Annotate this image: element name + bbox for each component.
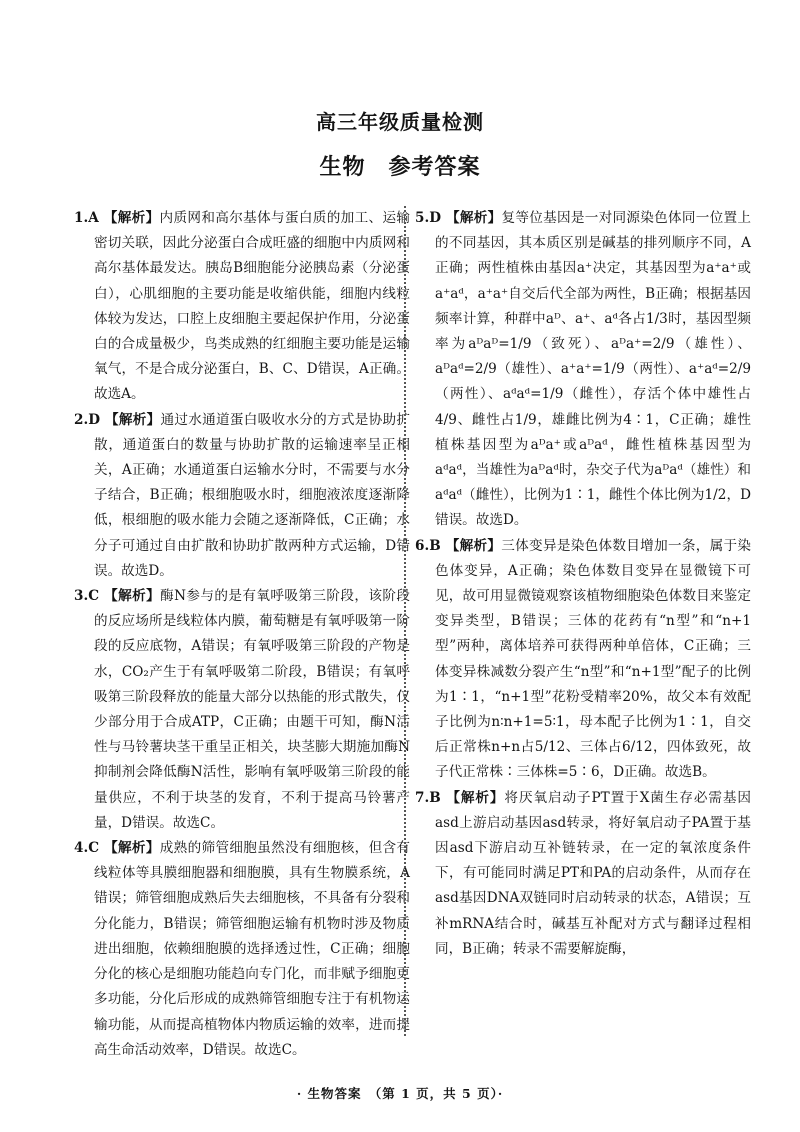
- answer-head: 6.B 【解析】: [415, 537, 502, 554]
- answer-text: 成熟的筛管细胞虽然没有细胞核，但含有线粒体等具膜细胞器和细胞膜，具有生物膜系统，A错误；筛管细胞成熟后失去细胞核，不具备有分裂和分化能力，B错误；筛管细胞运输有机物时涉及物质进出细胞，依赖细胞膜的选择透过性，C正确；细胞分化的核心是细胞功能趋向专门化，而非赋予细胞更多功能，分化后形成的成熟筛管细胞专注于有机物运输功能，从而提高植物体内物质运输的效率，进而提高生命活动效率，D错误。故选C。: [94, 840, 411, 1058]
- answer-head: 5.D 【解析】: [415, 210, 502, 226]
- answer-text: 三体变异是染色体数目增加一条，属于染色体变异，A正确；染色体数目变异在显微镜下可见，故可用显微镜观察该植物细胞染色体数目来鉴定变异类型，B错误；三体的花药有“n型”和“n+1型”两种，离体培养可获得两种单倍体，C正确；三体变异株减数分裂产生“n型”和“n+1型”配子的比例为1∶1，“n+1型”花粉受精率20%，故父本有效配子比例为n∶n+1=5∶1，母本配子比例为1∶1，自交后正常株n+n占5/12、三体占6/12，四体致死，故子代正常株∶三体株=5∶6，D正确。故选B。: [435, 537, 752, 781]
- answer-text: 复等位基因是一对同源染色体同一位置上的不同基因，其本质区别是碱基的排列顺序不同，A正确；两性植株由基因a⁺决定，其基因型为a⁺a⁺或a⁺aᵈ，a⁺a⁺自交后代全部为两性，B正确；根据基因频率计算，种群中aᴰ、a⁺、aᵈ各占1/3时，基因型频率为aᴰaᴰ=1/9（致死）、aᴰa⁺=2/9（雄性）、aᴰaᵈ=2/9（雄性）、a⁺a⁺=1/9（两性）、a⁺aᵈ=2/9（两性）、aᵈaᵈ=1/9（雌性），存活个体中雄性占4/9、雌性占1/9，雄雌比例为4∶1，C正确；雄性植株基因型为aᴰa⁺或aᴰaᵈ，雌性植株基因型为aᵈaᵈ，当雄性为aᴰaᵈ时，杂交子代为aᴰaᵈ（雄性）和aᵈaᵈ（雌性），比例为1∶1，雌性个体比例为1/2，D错误。故选D。: [435, 210, 752, 529]
- answer-item: [74, 408, 410, 584]
- right-column: [415, 206, 751, 962]
- page-subtitle: 生物 参考答案: [319, 154, 481, 180]
- answer-item: [74, 836, 410, 1063]
- answer-head: 7.B 【解析】: [415, 789, 505, 806]
- answer-text: 内质网和高尔基体与蛋白质的加工、运输密切关联，因此分泌蛋白合成旺盛的细胞中内质网和高尔基体最发达。胰岛B细胞能分泌胰岛素（分泌蛋白），心肌细胞的主要功能是收缩供能，细胞内线粒体较为发达，口腔上皮细胞主要起保护作用，分泌蛋白的合成量极少，鸟类成熟的红细胞主要功能是运输氧气，不是合成分泌蛋白，B、C、D错误，A正确。故选A。: [94, 210, 410, 403]
- page-title: 高三年级质量检测: [316, 110, 484, 134]
- answer-item: [415, 534, 751, 786]
- answer-head: 1.A 【解析】: [74, 210, 160, 226]
- answer-text: 通过水通道蛋白吸收水分的方式是协助扩散，通道蛋白的数量与协助扩散的运输速率呈正相关，A正确；水通道蛋白运输水分时，不需要与水分子结合，B正确；根细胞吸水时，细胞液浓度逐渐降低，根细胞的吸水能力会随之逐渐降低，C正确；水分子可通过自由扩散和协助扩散两种方式运输，D错误。故选D。: [94, 411, 411, 579]
- answer-text: 将厌氧启动子PT置于X菌生存必需基因asd上游启动基因asd转录，将好氧启动子PA置于基因asd下游启动互补链转录，在一定的氧浓度条件下，有可能同时满足PT和PA的启动条件，从而存在asd基因DNA双链同时启动转录的状态，A错误；互补mRNA结合时，碱基互补配对方式与翻译过程相同，B正确；转录不需要解旋酶，: [435, 789, 752, 957]
- answer-item: [415, 206, 751, 534]
- answer-item: [74, 584, 410, 836]
- answer-head: 4.C 【解析】: [74, 840, 160, 857]
- answer-item: [415, 786, 751, 962]
- left-column: [74, 206, 410, 1063]
- page-footer: · 生物答案 （第 1 页，共 5 页）·: [296, 1086, 504, 1101]
- answer-head: 2.D 【解析】: [74, 411, 161, 428]
- column-divider: [404, 206, 406, 1036]
- answer-text: 酶N参与的是有氧呼吸第三阶段，该阶段的反应场所是线粒体内膜，葡萄糖是有氧呼吸第一阶段的反应底物，A错误；有氧呼吸第三阶段的产物是水，CO₂产生于有氧呼吸第二阶段，B错误；有氧呼吸第三阶段释放的能量大部分以热能的形式散失，仅少部分用于合成ATP，C正确；由题干可知，酶N活性与马铃薯块茎干重呈正相关，块茎膨大期施加酶N抑制剂会降低酶N活性，影响有氧呼吸第三阶段的能量供应，不利于块茎的发育，不利于提高马铃薯产量，D错误。故选C。: [94, 588, 410, 831]
- answer-item: [74, 206, 410, 408]
- answer-head: 3.C 【解析】: [74, 588, 161, 605]
